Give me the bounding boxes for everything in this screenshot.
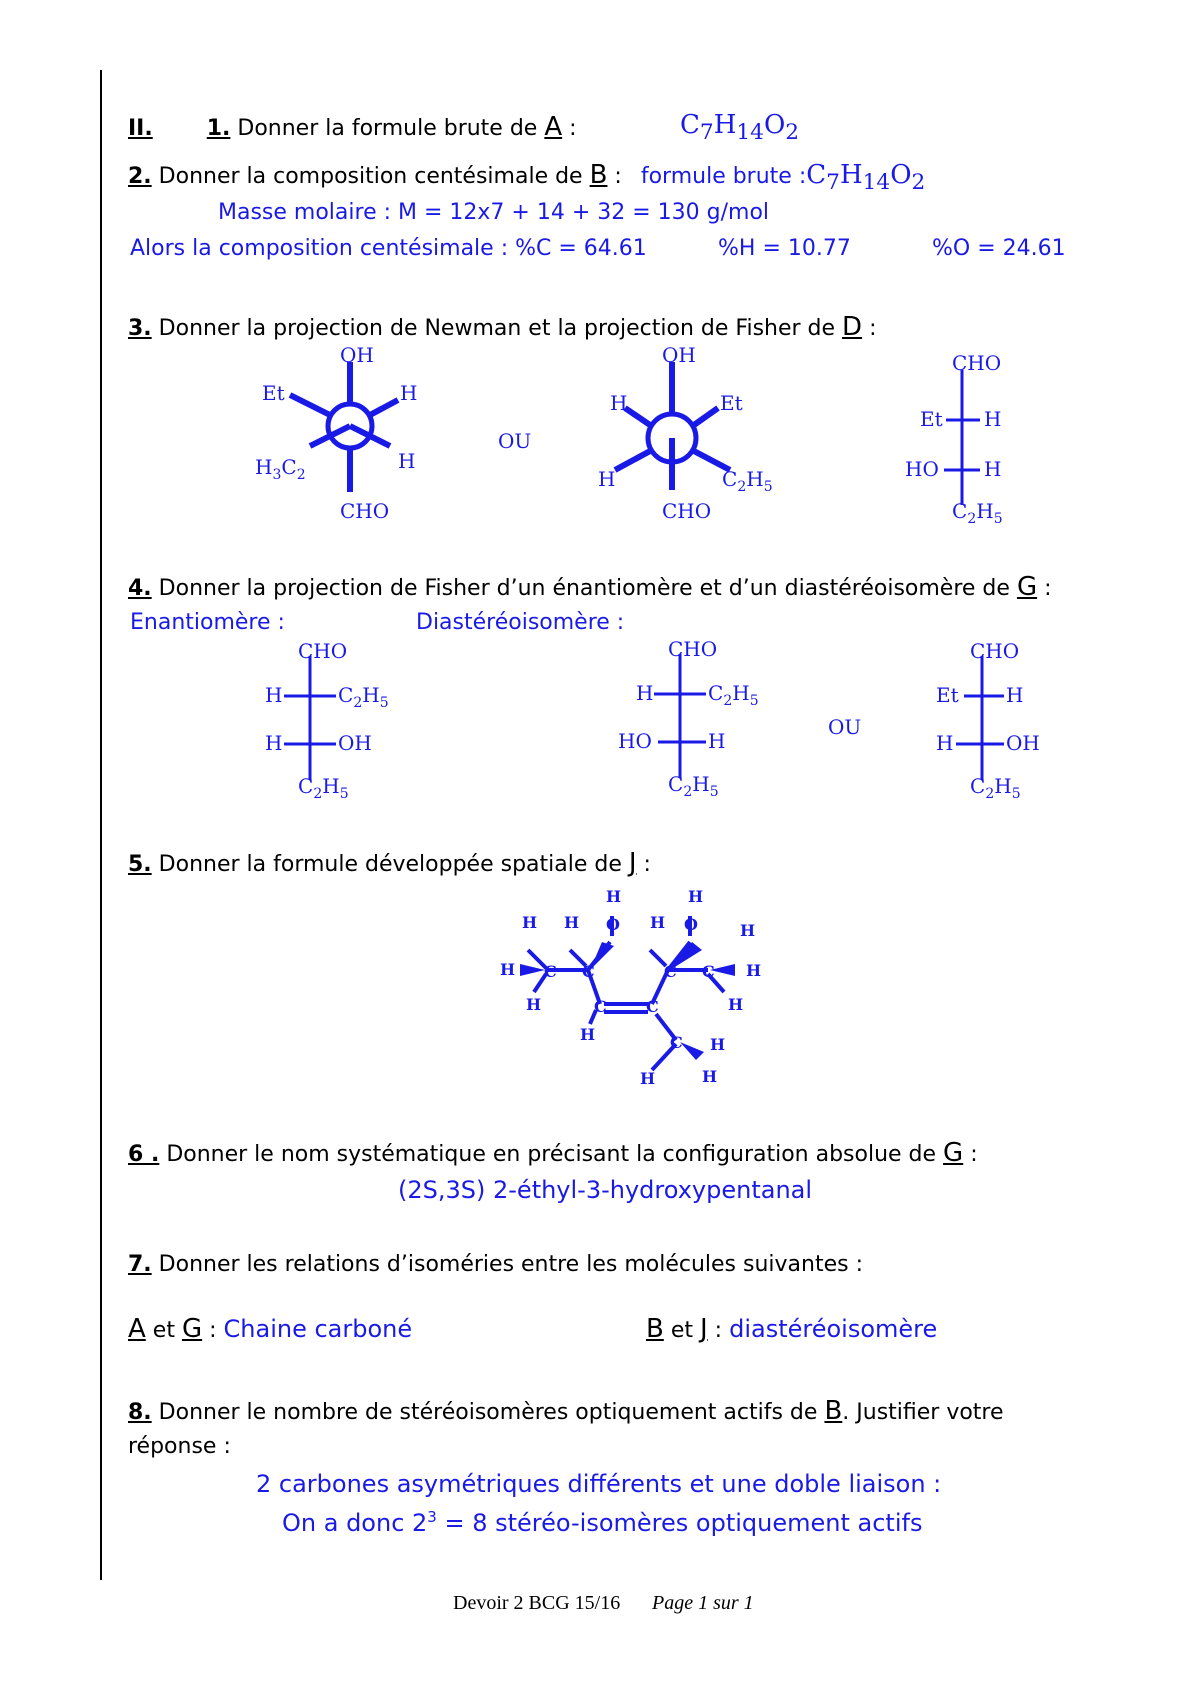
- newman-projection-1: [290, 362, 398, 492]
- f2-bottom: $C_2H_5$: [668, 772, 719, 800]
- atom-c: C: [594, 997, 607, 1016]
- colon: :: [707, 1318, 730, 1343]
- q6-answer: (2S,3S) 2-éthyl-3-hydroxypentanal: [398, 1176, 813, 1204]
- atom-c: C: [544, 962, 557, 981]
- atom-h: H: [740, 921, 756, 940]
- atom-c: C: [664, 962, 677, 981]
- f2-r1-left: H: [636, 681, 654, 705]
- f1-bottom: $C_2H_5$: [298, 774, 349, 802]
- q7-a-g-relation: [128, 1314, 412, 1344]
- molecule-ref: B: [589, 160, 608, 190]
- colon: :: [202, 1318, 224, 1343]
- question-text-cont: . Justifier votre: [842, 1400, 1004, 1425]
- q2-molar-mass: Masse molaire : M = 12x7 + 14 + 32 = 130 g/mol: [218, 200, 770, 225]
- question-text: Donner la composition centésimale de: [151, 164, 590, 189]
- q2-composition-c: Alors la composition centésimale : %C = 64.61: [130, 236, 647, 261]
- newman1-ll: $H_3C_2$: [255, 455, 306, 483]
- atom-h: H: [650, 913, 666, 932]
- molecule-ref: B: [824, 1396, 843, 1426]
- molecule-ref: G: [1016, 572, 1038, 602]
- newman2-ll: H: [598, 467, 616, 491]
- question-2: [128, 160, 925, 195]
- q3-fisher-r2-left: HO: [905, 457, 939, 481]
- question-text: Donner le nombre de stéréoisomères optiquement actifs de: [151, 1400, 825, 1425]
- colon: :: [1037, 576, 1052, 601]
- q4-fisher-projections: [0, 630, 1200, 810]
- q3-ou: OU: [498, 429, 532, 453]
- question-number: 8.: [128, 1400, 152, 1425]
- newman1-top: OH: [340, 343, 374, 367]
- q3-fisher-r2-right: H: [984, 457, 1002, 481]
- q3-fisher-top: CHO: [952, 351, 1002, 375]
- q7-b-j-relation: [646, 1314, 937, 1344]
- f2-r2-left: HO: [618, 729, 652, 753]
- question-4: [128, 572, 1052, 602]
- diastereoisomer-label: Diastéréoisomère :: [416, 610, 625, 635]
- atom-h: H: [564, 913, 580, 932]
- q3-fisher-r1-left: Et: [920, 407, 943, 431]
- question-text: Donner le nom systématique en précisant la configuration absolue de: [159, 1142, 944, 1167]
- newman1-ul: Et: [262, 381, 285, 405]
- atom-c: C: [670, 1033, 683, 1052]
- atom-c: C: [582, 962, 595, 981]
- newman-projection-2: [615, 362, 730, 490]
- newman1-lr: H: [398, 449, 416, 473]
- f3-bottom: $C_2H_5$: [970, 774, 1021, 802]
- et: et: [145, 1318, 182, 1343]
- atom-h: H: [522, 913, 538, 932]
- question-number: 5.: [128, 852, 152, 877]
- molecule-ref: D: [842, 312, 863, 342]
- colon: :: [562, 116, 577, 141]
- f2-top: CHO: [668, 637, 718, 661]
- f1-r1-right: $C_2H_5$: [338, 683, 389, 711]
- enantiomer-label: Enantiomère :: [130, 610, 285, 635]
- molecule-ref: A: [128, 1314, 146, 1344]
- q2-composition-h: %H = 10.77: [718, 236, 851, 261]
- question-text: Donner la formule brute de: [230, 116, 545, 141]
- molecule-ref: J: [628, 848, 637, 878]
- q2-composition-o: %O = 24.61: [932, 236, 1066, 261]
- question-number: 3.: [128, 316, 152, 341]
- newman2-ur: Et: [720, 391, 743, 415]
- atom-h: H: [702, 1067, 718, 1086]
- footer-left: Devoir 2 BCG 15/16: [453, 1592, 621, 1614]
- q3-projections: [0, 340, 1200, 540]
- question-8-cont: réponse :: [128, 1434, 231, 1459]
- q8-answer-line2: [282, 1508, 922, 1537]
- q7-ag-answer: Chaine carboné: [223, 1315, 413, 1343]
- atom-h: H: [526, 995, 542, 1014]
- question-text: Donner la formule développée spatiale de: [151, 852, 629, 877]
- section-number: II.: [128, 116, 153, 141]
- newman2-lr: $C_2H_5$: [722, 467, 773, 495]
- atom-h: H: [640, 1069, 656, 1088]
- question-8: [128, 1396, 1004, 1426]
- q3-fisher-r1-right: H: [984, 407, 1002, 431]
- question-6: [128, 1138, 978, 1168]
- atom-o: O: [606, 915, 620, 934]
- atom-c: C: [702, 962, 715, 981]
- f3-top: CHO: [970, 639, 1020, 663]
- atom-h: H: [710, 1035, 726, 1054]
- f2-r1-right: $C_2H_5$: [708, 681, 759, 709]
- atom-h: H: [746, 961, 762, 980]
- question-text: Donner les relations d’isoméries entre les molécules suivantes :: [151, 1252, 863, 1277]
- footer-page: Page 1 sur 1: [652, 1592, 754, 1614]
- colon: :: [963, 1142, 978, 1167]
- q7-bj-answer: diastéréoisomère: [729, 1315, 938, 1343]
- margin-line: [100, 70, 102, 1580]
- question-3: [128, 312, 876, 342]
- f2-r2-right: H: [708, 729, 726, 753]
- q4-ou: OU: [828, 715, 862, 739]
- newman1-bottom: CHO: [340, 499, 390, 523]
- atom-h: H: [728, 995, 744, 1014]
- atom-o: O: [684, 915, 698, 934]
- molecule-ref: B: [646, 1314, 664, 1344]
- colon: :: [636, 852, 651, 877]
- q3-fisher-lines: [944, 370, 980, 505]
- f3-r1-right: H: [1006, 683, 1024, 707]
- question-1: [128, 112, 577, 142]
- question-5: [128, 848, 651, 878]
- newman1-ur: H: [400, 381, 418, 405]
- q3-fisher-bottom: $C_2H_5$: [952, 499, 1003, 527]
- q2-formula-label: formule brute :: [640, 164, 807, 189]
- q1-formula: $C_7H_{14}O_2$: [680, 110, 800, 146]
- question-number: 4.: [128, 576, 152, 601]
- q8-answer-post: = 8 stéréo-isomères optiquement actifs: [436, 1509, 923, 1537]
- q8-answer-pre: On a donc 2: [282, 1509, 428, 1537]
- f1-r2-right: OH: [338, 731, 372, 755]
- molecule-ref: G: [181, 1314, 203, 1344]
- f1-top: CHO: [298, 639, 348, 663]
- f1-r2-left: H: [265, 731, 283, 755]
- newman2-bottom: CHO: [662, 499, 712, 523]
- molecule-ref: G: [943, 1138, 964, 1168]
- atom-h: H: [688, 887, 704, 906]
- question-number: 7.: [128, 1252, 152, 1277]
- question-number: 1.: [206, 116, 231, 141]
- q8-answer-line1: 2 carbones asymétriques différents et une doble liaison :: [256, 1470, 942, 1498]
- colon: :: [862, 316, 877, 341]
- atom-h: H: [500, 960, 516, 979]
- molecule-ref: A: [544, 112, 563, 142]
- question-text: Donner la projection de Fisher d’un énantiomère et d’un diastéréoisomère de: [151, 576, 1017, 601]
- atom-h: H: [606, 887, 622, 906]
- q5-spatial-formula: [0, 880, 1200, 1090]
- f3-r1-left: Et: [936, 683, 959, 707]
- atom-c: C: [646, 997, 659, 1016]
- question-text: Donner la projection de Newman et la projection de Fisher de: [151, 316, 843, 341]
- molecule-ref: J: [700, 1314, 708, 1344]
- question-number: 6 .: [128, 1142, 160, 1167]
- newman2-top: OH: [662, 343, 696, 367]
- q8-answer-exponent: 3: [427, 1508, 437, 1526]
- f1-r1-left: H: [265, 683, 283, 707]
- et: et: [663, 1318, 700, 1343]
- atom-h: H: [580, 1025, 596, 1044]
- q2-formula: $C_7H_{14}O_2$: [806, 160, 926, 196]
- question-number: 2.: [128, 164, 152, 189]
- colon: :: [607, 164, 622, 189]
- f3-r2-left: H: [936, 731, 954, 755]
- newman2-ul: H: [610, 391, 628, 415]
- f3-r2-right: OH: [1006, 731, 1040, 755]
- question-7: [128, 1252, 863, 1277]
